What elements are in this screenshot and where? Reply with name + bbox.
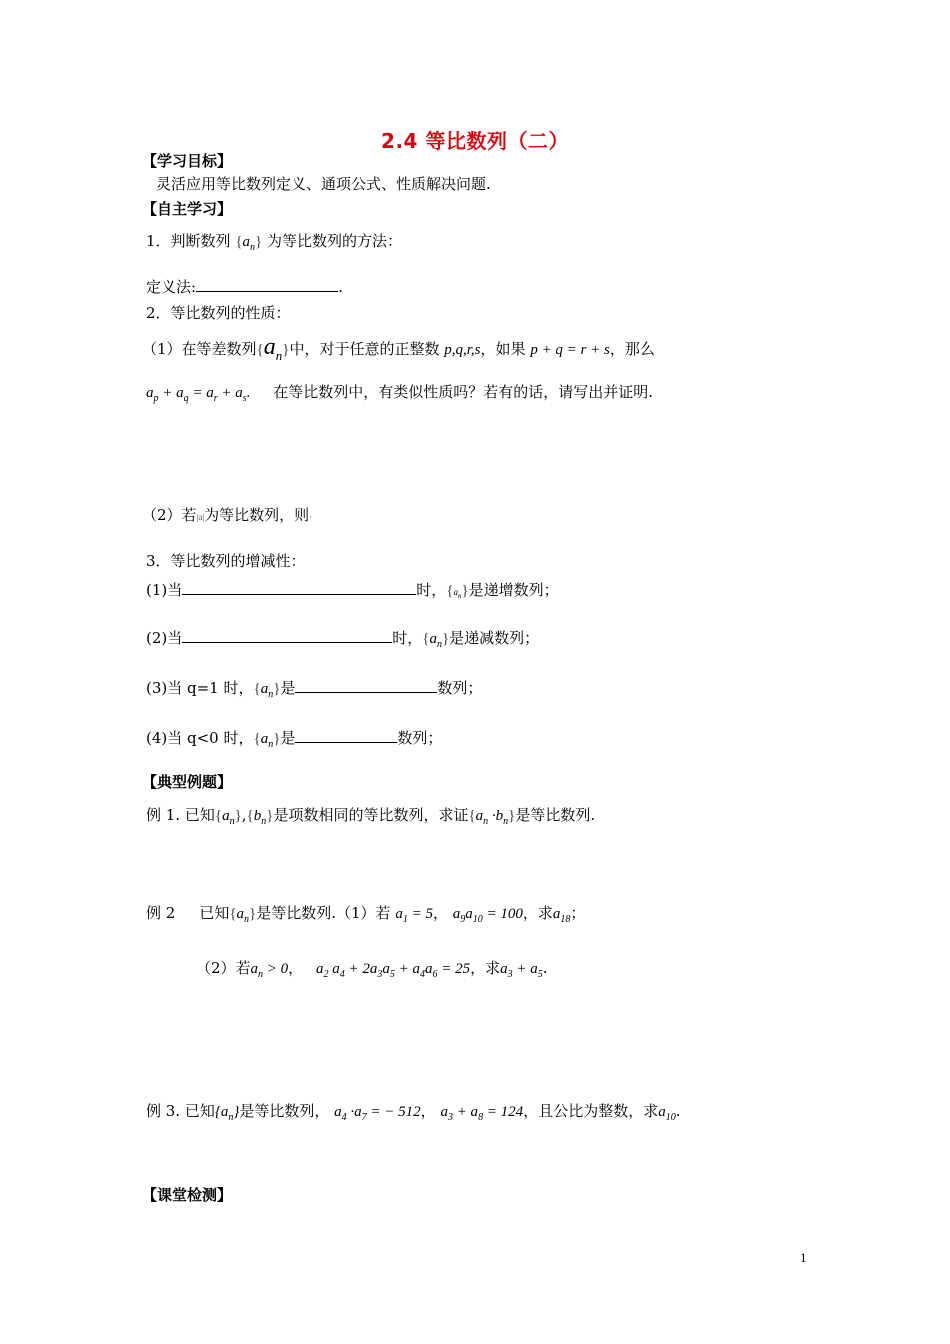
answer-blank[interactable] [295,678,437,693]
formula-image: · [309,512,313,522]
q1-prefix: 1．判断数列 [146,232,231,250]
property-question: 在等比数列中，有类似性质吗？若有的话，请写出并证明. [273,383,653,401]
monotonic-case-4: (4)当 q<0 时，$\{a_n\}$是 数列； [146,729,443,750]
answer-blank[interactable] [182,580,416,595]
example-2-part-1: 例 2 已知$\{a_n\}$是等比数列.（1）若 $a_1 = 5$， $a_9a_{10} = 100$，求$a_{18}$； [146,904,586,925]
example-2-part-2: （2）若$a_n > 0$， $a_2$ $a_4 + 2a_3a_5 + a_4a_6 = 25$，求$a_3 + a_5$. [196,959,548,980]
section-heading-examples: 【典型例题】 [142,773,233,791]
goals-text: 灵活应用等比数列定义、通项公式、性质解决问题. [156,175,491,193]
section-heading-self-study: 【自主学习】 [142,200,233,218]
example-3: 例 3. 已知$\{a_n\}$是等比数列， $a_4 \cdot a_7$ = − 512， $a_3 + a_8 = 124$，且公比为整数，求$a_{10}$. [146,1102,681,1123]
arith-equation: $a_p + a_q = a_r + a_s$. [146,385,251,404]
question-3-title: 3．等比数列的增减性： [146,552,306,570]
monotonic-case-1: (1)当 时，$\{a_n\}$是递增数列； [146,581,559,600]
answer-blank[interactable] [196,277,338,292]
seq-an: $a_n$ [242,234,256,253]
answer-blank[interactable] [295,728,397,743]
definition-label: 定义法: [146,278,197,296]
brace-icon: { [235,234,243,250]
page-number: 1 [800,1250,807,1265]
property-1-equation [146,382,653,409]
monotonic-case-2: (2)当 时，$\{a_n\}$是递减数列； [146,629,540,650]
answer-blank[interactable] [182,628,392,643]
monotonic-case-3: (3)当 q=1 时，$\{a_n\}$是 数列； [146,679,483,700]
question-1 [146,231,402,258]
seq-an: $a_n$ [263,334,283,363]
property-2: （2）若|a|为等比数列，则· [142,506,313,524]
page-title: 2.4 等比数列（二） [381,129,569,153]
section-heading-goals: 【学习目标】 [142,152,233,170]
example-1: 例 1. 已知$\{a_n\},\{b_n\}$是项数相同的等比数列，求证$\{a_n \cdot b_n\}$是等比数列. [146,806,596,827]
question-2-title: 2．等比数列的性质： [146,304,291,322]
formula-image: |a| [196,512,205,522]
definition-method: 定义法: . [146,278,343,296]
property-1: （1）在等差数列$\{a_n\}$中，对于任意的正整数 p,q,r,s，如果 p + q = r + s，那么 [142,334,655,363]
section-heading-class-check: 【课堂检测】 [142,1186,233,1204]
brace-icon: } [255,234,263,250]
q1-suffix: 为等比数列的方法： [267,232,403,250]
